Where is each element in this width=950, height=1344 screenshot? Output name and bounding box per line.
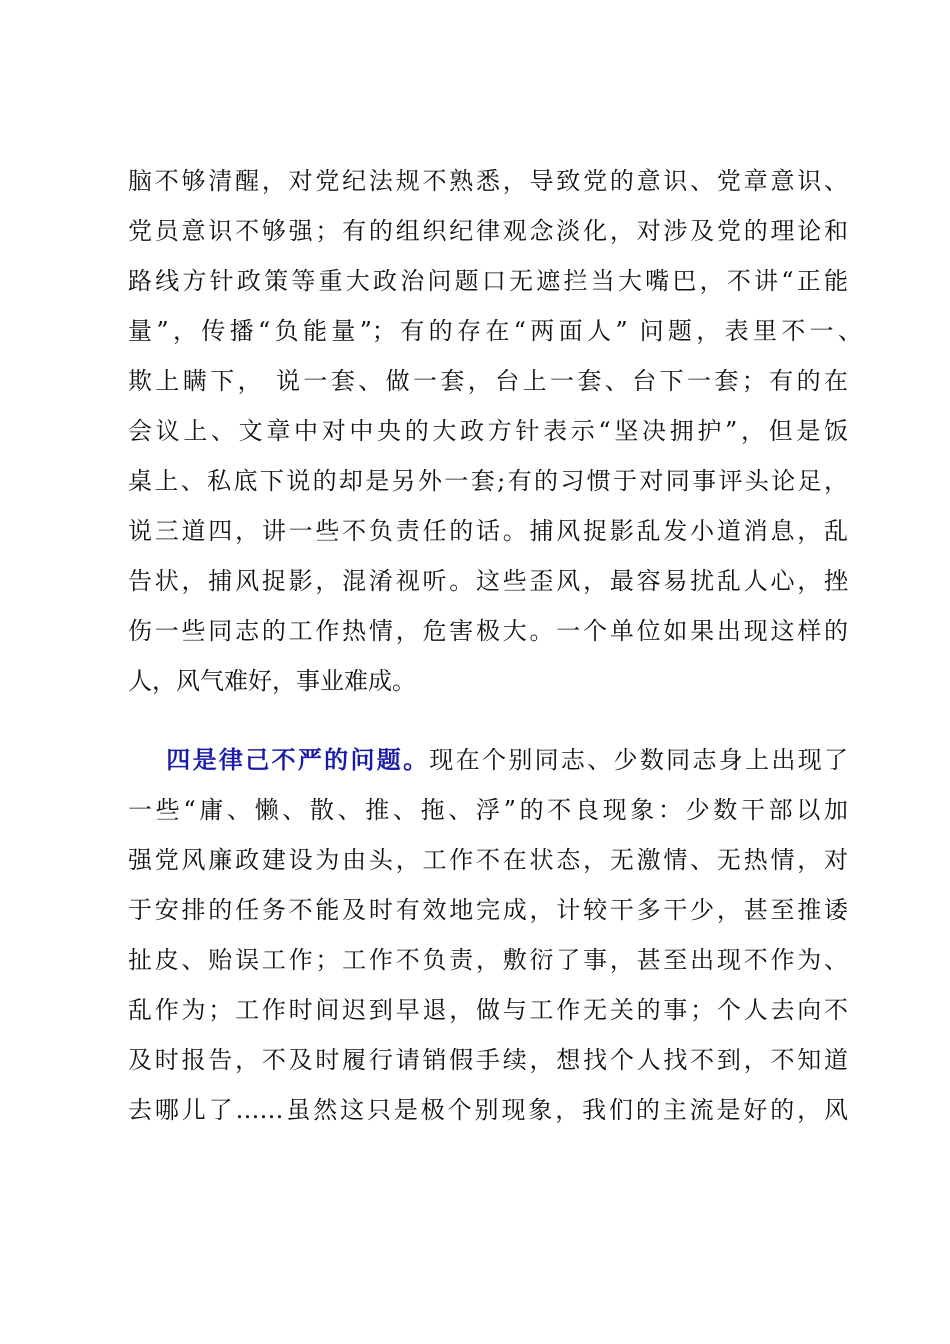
paragraph-1-line-5: 欺上瞒下， 说一套、做一套，台上一套、台下一套；有的在 <box>128 367 848 395</box>
paragraph-1 <box>128 156 862 706</box>
paragraph-2-line-7: 及时报告，不及时履行请销假手续，想找个人找不到，不知道 <box>128 1046 848 1074</box>
paragraph-2-line-5: 扯皮、贻误工作；工作不负责，敷衍了事，甚至出现不作为、 <box>128 946 848 974</box>
paragraph-2-line-4: 于安排的任务不能及时有效地完成，计较干多干少，甚至推诿 <box>128 896 848 924</box>
paragraph-1-line-3: 路线方针政策等重大政治问题口无遮拦当大嘴巴，不讲“正能 <box>128 267 848 295</box>
paragraph-1-line-8: 说三道四，讲一些不负责任的话。捕风捉影乱发小道消息，乱 <box>128 517 848 545</box>
paragraph-2-line-1-text: 现在个别同志、少数同志身上出现了 <box>429 746 849 774</box>
paragraph-1-line-4: 量”，传播“负能量”；有的存在“两面人” 问题，表里不一、 <box>128 317 862 345</box>
paragraph-1-line-11: 人，风气难好，事业难成。 <box>128 667 416 695</box>
paragraph-1-line-6: 会议上、文章中对中央的大政方针表示“坚决拥护”，但是饭 <box>128 417 848 445</box>
paragraph-2-line-2: 一些“庸、懒、散、推、拖、浮”的不良现象：少数干部以加 <box>128 796 848 824</box>
paragraph-2-line-6: 乱作为；工作时间迟到早退，做与工作无关的事；个人去向不 <box>128 996 848 1024</box>
paragraph-1-line-2: 党员意识不够强；有的组织纪律观念淡化，对涉及党的理论和 <box>128 217 848 245</box>
paragraph-1-line-7: 桌上、私底下说的却是另外一套;有的习惯于对同事评头论足， <box>128 467 848 495</box>
section-heading: 四是律己不严的问题。 <box>164 745 430 774</box>
paragraph-1-line-9: 告状，捕风捉影，混淆视听。这些歪风，最容易扰乱人心，挫 <box>128 567 848 595</box>
paragraph-1-line-1: 脑不够清醒，对党纪法规不熟悉，导致党的意识、党章意识、 <box>128 167 848 195</box>
paragraph-2-line-8: 去哪儿了……虽然这只是极个别现象，我们的主流是好的，风 <box>128 1096 848 1124</box>
paragraph-1-line-10: 伤一些同志的工作热情，危害极大。一个单位如果出现这样的 <box>128 617 848 645</box>
paragraph-2-line-3: 强党风廉政建设为由头，工作不在状态，无激情、无热情，对 <box>128 846 848 874</box>
paragraph-2-line-1 <box>128 735 848 785</box>
paragraph-2 <box>128 735 848 1135</box>
